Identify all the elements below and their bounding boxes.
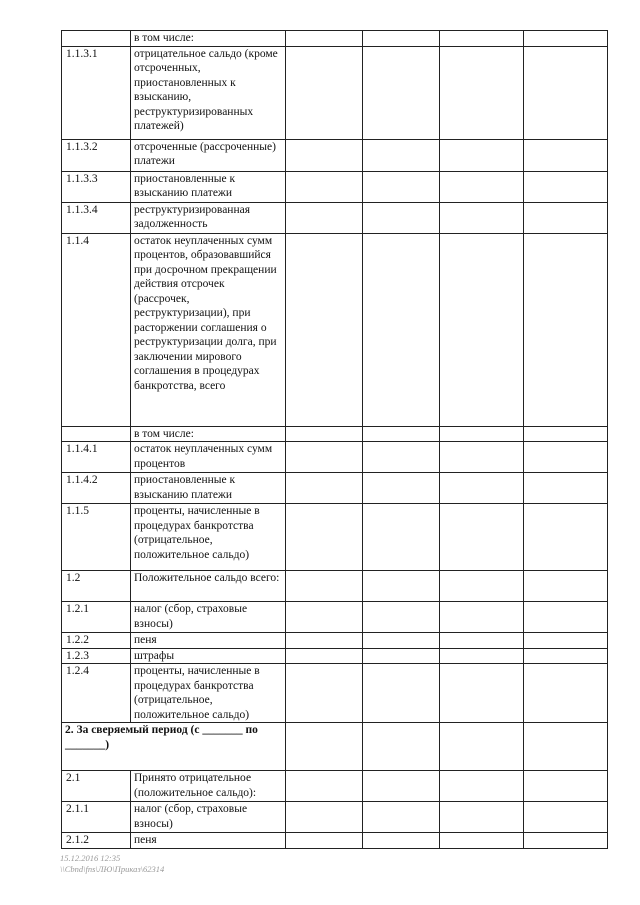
row-number: 2.1.1 [62, 802, 131, 833]
table-row [62, 442, 608, 473]
value-cell [363, 504, 440, 571]
table-row [62, 648, 608, 664]
row-number: 1.1.3.3 [62, 171, 131, 202]
value-cell [363, 442, 440, 473]
table-row [62, 602, 608, 633]
section-heading: 2. За сверяемый период (с _______ по _______) [62, 723, 286, 771]
row-number: 2.1 [62, 771, 131, 802]
row-label: приостановленные к взысканию платежи [131, 473, 286, 504]
value-cell [286, 46, 363, 139]
table-row [62, 46, 608, 139]
value-cell [440, 571, 524, 602]
print-date: 15.12.2016 12:35 [60, 853, 121, 863]
value-cell [440, 171, 524, 202]
value-cell [363, 723, 440, 771]
row-number [62, 426, 131, 442]
value-cell [524, 426, 608, 442]
row-label: в том числе: [131, 426, 286, 442]
value-cell [286, 723, 363, 771]
table-body [62, 31, 608, 849]
row-label: пеня [131, 833, 286, 849]
row-number: 1.1.5 [62, 504, 131, 571]
row-label: остаток неуплаченных сумм процентов, образовавшийся при досрочном прекращении действия отсрочек (рассрочек, реструктуризации), при расторжении соглашения о реструктуризации долга, при заключении мирового соглашения в процедурах банкротства, всего [131, 233, 286, 426]
row-number: 1.2.1 [62, 602, 131, 633]
value-cell [524, 233, 608, 426]
value-cell [363, 426, 440, 442]
row-number: 2.1.2 [62, 833, 131, 849]
value-cell [286, 473, 363, 504]
row-label: остаток неуплаченных сумм процентов [131, 442, 286, 473]
value-cell [363, 233, 440, 426]
value-cell [524, 771, 608, 802]
value-cell [363, 633, 440, 649]
value-cell [363, 139, 440, 171]
row-number: 1.2.3 [62, 648, 131, 664]
value-cell [440, 139, 524, 171]
row-number: 1.2 [62, 571, 131, 602]
value-cell [440, 833, 524, 849]
value-cell [363, 833, 440, 849]
table-row [62, 633, 608, 649]
row-label: проценты, начисленные в процедурах банкротства (отрицательное, положительное сальдо) [131, 664, 286, 723]
row-label: Положительное сальдо всего: [131, 571, 286, 602]
value-cell [363, 31, 440, 47]
value-cell [524, 602, 608, 633]
value-cell [440, 504, 524, 571]
row-label: отрицательное сальдо (кроме отсроченных, приостановленных к взысканию, реструктуризированных платежей) [131, 46, 286, 139]
row-label: реструктуризированная задолженность [131, 202, 286, 233]
value-cell [363, 602, 440, 633]
row-number: 1.2.2 [62, 633, 131, 649]
table-row [62, 802, 608, 833]
value-cell [524, 571, 608, 602]
value-cell [363, 648, 440, 664]
value-cell [286, 802, 363, 833]
table-row [62, 504, 608, 571]
value-cell [286, 633, 363, 649]
table-row [62, 426, 608, 442]
value-cell [286, 233, 363, 426]
value-cell [286, 171, 363, 202]
value-cell [440, 802, 524, 833]
value-cell [286, 442, 363, 473]
value-cell [286, 202, 363, 233]
value-cell [440, 46, 524, 139]
value-cell [524, 504, 608, 571]
value-cell [440, 771, 524, 802]
value-cell [286, 648, 363, 664]
value-cell [363, 771, 440, 802]
row-label: налог (сбор, страховые взносы) [131, 602, 286, 633]
print-path: \\Cbnd\fns\ЛЮ\Приказ\62314 [60, 864, 165, 874]
table-row [62, 723, 608, 771]
table-row [62, 171, 608, 202]
value-cell [524, 171, 608, 202]
table-row [62, 473, 608, 504]
row-label: налог (сбор, страховые взносы) [131, 802, 286, 833]
value-cell [524, 473, 608, 504]
table-row [62, 571, 608, 602]
value-cell [440, 202, 524, 233]
value-cell [363, 571, 440, 602]
value-cell [440, 473, 524, 504]
value-cell [440, 648, 524, 664]
reconciliation-table [61, 30, 608, 849]
value-cell [524, 633, 608, 649]
value-cell [524, 442, 608, 473]
row-number: 1.1.4.1 [62, 442, 131, 473]
table-row [62, 202, 608, 233]
print-stamp [60, 853, 164, 875]
value-cell [363, 46, 440, 139]
row-label: штрафы [131, 648, 286, 664]
row-number: 1.1.3.1 [62, 46, 131, 139]
row-number: 1.2.4 [62, 664, 131, 723]
value-cell [286, 139, 363, 171]
row-label: пеня [131, 633, 286, 649]
table-row [62, 31, 608, 47]
value-cell [440, 633, 524, 649]
value-cell [286, 771, 363, 802]
value-cell [524, 648, 608, 664]
row-label: в том числе: [131, 31, 286, 47]
value-cell [440, 602, 524, 633]
value-cell [440, 723, 524, 771]
table-row [62, 833, 608, 849]
value-cell [440, 426, 524, 442]
value-cell [524, 802, 608, 833]
row-label: Принято отрицательное (положительное сальдо): [131, 771, 286, 802]
row-number: 1.1.3.2 [62, 139, 131, 171]
value-cell [286, 602, 363, 633]
value-cell [524, 664, 608, 723]
row-number: 1.1.4.2 [62, 473, 131, 504]
value-cell [363, 473, 440, 504]
table-row [62, 139, 608, 171]
value-cell [286, 833, 363, 849]
value-cell [286, 664, 363, 723]
table-row [62, 664, 608, 723]
row-label: проценты, начисленные в процедурах банкротства (отрицательное, положительное сальдо) [131, 504, 286, 571]
value-cell [524, 31, 608, 47]
row-label: отсроченные (рассроченные) платежи [131, 139, 286, 171]
row-number [62, 31, 131, 47]
value-cell [363, 171, 440, 202]
value-cell [286, 426, 363, 442]
row-number: 1.1.3.4 [62, 202, 131, 233]
value-cell [524, 139, 608, 171]
value-cell [363, 802, 440, 833]
value-cell [524, 46, 608, 139]
value-cell [286, 31, 363, 47]
value-cell [363, 202, 440, 233]
value-cell [363, 664, 440, 723]
value-cell [524, 723, 608, 771]
value-cell [524, 202, 608, 233]
row-number: 1.1.4 [62, 233, 131, 426]
table-row [62, 233, 608, 426]
row-label: приостановленные к взысканию платежи [131, 171, 286, 202]
value-cell [440, 31, 524, 47]
table-row [62, 771, 608, 802]
value-cell [440, 442, 524, 473]
value-cell [286, 504, 363, 571]
value-cell [524, 833, 608, 849]
value-cell [440, 664, 524, 723]
value-cell [440, 233, 524, 426]
value-cell [286, 571, 363, 602]
